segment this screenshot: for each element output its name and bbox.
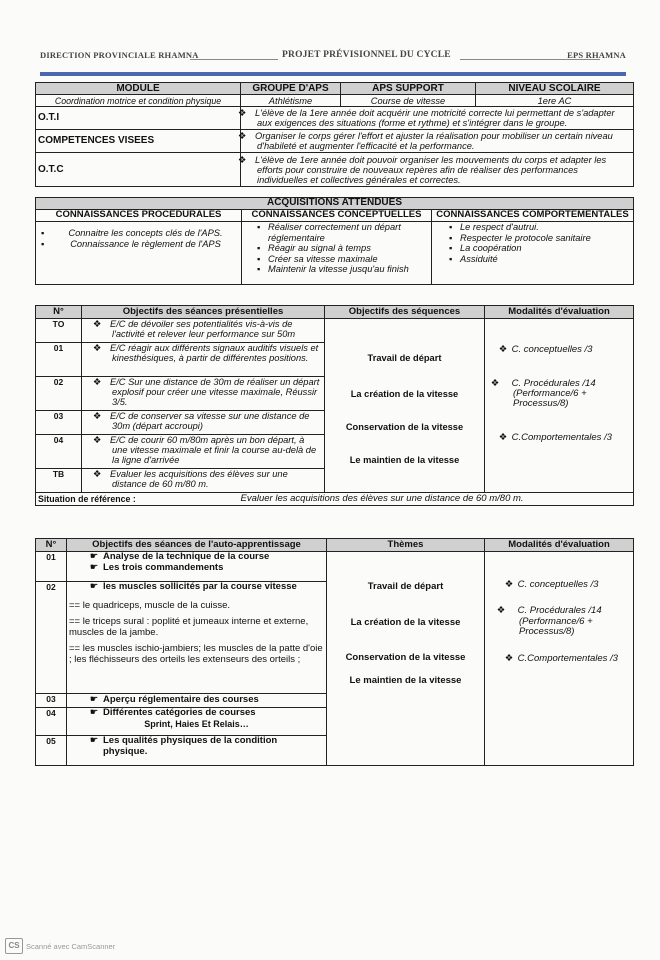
pointing-hand-icon: ☛ [89,707,99,718]
col-header: Objectifs des séances de l'auto-apprentissage [67,539,327,552]
competences-text: ❖ Organiser le corps gérer l'effort et ajuster la réalisation pour mobiliser un certain niveau d'habileté et augmenter l'efficacité et la performance. [241,130,634,153]
header-left: DIRECTION PROVINCIALE RHAMNA [40,50,199,60]
col-header: CONNAISSANCES PROCEDURALES [36,210,242,222]
session-number: TB [36,469,82,493]
muscle-item: == le quadriceps, muscle de la cuisse. [69,599,231,611]
themes-cell [327,552,485,766]
col-header: Objectifs des séances présentielles [82,306,325,319]
evaluation-item: ❖ C. Procédurales /14 (Performance/6 + Processus/8) [496,605,602,637]
col-header: GROUPE D'APS [241,83,341,95]
conceptuelles-cell [242,222,432,285]
pointing-hand-icon: ☛ [89,694,99,706]
reference-text: Evaluer les acquisitions des élèves sur une distance de 60 m/80 m. [325,493,634,506]
evaluation-item: ❖ C.Comportementales /3 [504,653,618,664]
diamond-bullet-icon: ❖ [92,319,102,329]
otc-text: ❖ L'élève de 1ere année doit pouvoir organiser les mouvements du corps et adapter les efforts pour construire de nouveaux repères afin de réaliser des performances individuelles et collectives générales et correctes. [241,153,634,187]
self-learning-table [35,538,634,766]
muscle-item: == le triceps sural : poplité et jumeaux interne et externe, muscles de la jambe. [69,616,309,638]
acquisitions-title: ACQUISITIONS ATTENDUES [36,198,634,210]
group-value: Athlétisme [241,95,341,107]
session-objective: ☛ Différentes catégories de courses Sprint, Haies Et Relais… [67,708,327,736]
session-number: 02 [36,582,67,694]
list-item: ▪ Réagir au signal à temps [268,243,429,254]
list-item: ▪ Maintenir la vitesse jusqu'au finish [268,264,429,275]
session-objective: ☛ Aperçu réglementaire des courses [67,694,327,708]
theme-item: Travail de départ [367,581,444,592]
sequences-cell [325,319,485,493]
list-item: ▪ Réaliser correctement un départ réglementaire [268,222,429,243]
scanner-watermark: Scanné avec CamScanner [26,942,116,951]
col-header: Modalités d'évaluation [485,539,634,552]
list-item: ▪ Le respect d'autrui. [460,222,631,233]
pointing-hand-icon: ☛ [89,551,99,562]
header-underline [190,59,278,60]
col-header: N° [36,539,67,552]
oti-label: O.T.I [36,107,241,130]
acquisitions-table [35,197,634,285]
session-number: 02 [36,377,82,411]
diamond-bullet-icon: ❖ [92,377,102,387]
session-objective: ❖ E/C de courir 60 m/80m après un bon départ, à une vitesse maximale et finir la course au-delà de la ligne d'arrivée [82,435,325,469]
header-title: PROJET PRÉVISIONNEL DU CYCLE [282,50,451,60]
header-right: EPS RHAMNA [567,50,626,60]
session-objective: ☛ Les qualités physiques de la condition physique. [67,736,327,766]
level-value: 1ere AC [476,95,634,107]
list-item: ▪ Respecter le protocole sanitaire [460,233,631,244]
oti-text: ❖ L'élève de la 1ere année doit acquérir une motricité correcte lui permettant de s'adapter aux exigences des situations (forme et rythme) et s'intégrer dans le groupe. [241,107,634,130]
col-header: Thèmes [327,539,485,552]
sequence-item: La création de la vitesse [350,389,459,399]
session-number: 01 [36,343,82,377]
diamond-bullet-icon: ❖ [92,343,102,353]
session-objective: ❖ Evaluer les acquisitions des élèves sur une distance de 60 m/80 m. [82,469,325,493]
evaluation-item: ❖ C.Comportementales /3 [498,432,612,443]
list-item: ▪ La coopération [460,243,631,254]
theme-item: La création de la vitesse [350,617,461,628]
col-header: MODULE [36,83,241,95]
diamond-bullet-icon: ❖ [237,154,247,165]
session-number: TO [36,319,82,343]
col-header: NIVEAU SCOLAIRE [476,83,634,95]
competences-label: COMPETENCES VISEES [36,130,241,153]
list-item: ▪ Assiduité [460,254,631,265]
muscle-item: == les muscles ischio-jambiers; les muscles de la patte d'oie ; les fléchisseurs des orteils les extenseurs des orteils ; [69,643,323,665]
evaluation-item: ❖ C. conceptuelles /3 [504,579,599,590]
diamond-bullet-icon: ❖ [498,344,508,355]
diamond-bullet-icon: ❖ [237,108,247,118]
diamond-bullet-icon: ❖ [237,131,247,141]
sessions-table [35,305,634,506]
session-objective: ❖ E/C réagir aux différents signaux auditifs visuels et kinesthésiques, à partir de différentes positions. [82,343,325,377]
diamond-bullet-icon: ❖ [496,605,506,616]
theme-item: Le maintien de la vitesse [349,675,462,686]
evaluation-item: ❖ C. conceptuelles /3 [498,344,593,355]
session-number: 04 [36,708,67,736]
evaluation-item: ❖ C. Procédurales /14 (Performance/6 + Processus/8) [490,378,596,409]
session-objective: ☛ les muscles sollicités par la course vitesse == le quadriceps, muscle de la cuisse. == le triceps sural : poplité et jumeaux interne et externe, muscles de la jambe. == les muscles ischio-jambiers; les muscles de la patte d'oie ; les fléchisseurs des orteils les extenseurs des orteils ; [67,582,327,694]
comportementales-cell [432,222,634,285]
header-bar [40,72,626,76]
otc-label: O.T.C [36,153,241,187]
course-categories: Sprint, Haies Et Relais… [144,718,249,729]
aps-value: Course de vitesse [341,95,476,107]
document-header [40,50,626,66]
module-table [35,82,634,187]
session-objective: ❖ E/C de conserver sa vitesse sur une distance de 30m (départ accroupi) [82,411,325,435]
evaluation-cell [485,319,634,493]
session-objective: ❖ E/C de dévoiler ses potentialités vis-à-vis de l'activité et relever leur performance sur 50m [82,319,325,343]
camscanner-logo: CS [5,938,23,954]
diamond-bullet-icon: ❖ [92,411,102,421]
col-header: Objectifs des séquences [325,306,485,319]
diamond-bullet-icon: ❖ [490,378,500,389]
session-number: 03 [36,411,82,435]
list-item: ▪ Connaissance le règlement de l'APS [52,239,239,250]
sequence-item: Travail de départ [367,353,442,363]
evaluation-cell [485,552,634,766]
diamond-bullet-icon: ❖ [504,653,514,664]
theme-item: Conservation de la vitesse [345,652,466,663]
session-number: 04 [36,435,82,469]
reference-label: Situation de référence : [36,493,325,506]
session-objective: ☛ Analyse de la technique de la course ☛ Les trois commandements [67,552,327,582]
col-header: Modalités d'évaluation [485,306,634,319]
sequence-item: Conservation de la vitesse [345,422,464,432]
module-value: Coordination motrice et condition physique [36,95,241,107]
session-number: 05 [36,736,67,766]
diamond-bullet-icon: ❖ [504,579,514,590]
col-header: APS SUPPORT [341,83,476,95]
col-header: N° [36,306,82,319]
diamond-bullet-icon: ❖ [498,432,508,443]
session-objective: ❖ E/C Sur une distance de 30m de réaliser un départ explosif pour créer une vitesse maximale, Réussir 3/5. [82,377,325,411]
list-item: ▪ Créer sa vitesse maximale [268,254,429,265]
diamond-bullet-icon: ❖ [92,435,102,445]
session-number: 01 [36,552,67,582]
procedurales-cell [36,222,242,285]
session-number: 03 [36,694,67,708]
pointing-hand-icon: ☛ [89,735,99,746]
sequence-item: Le maintien de la vitesse [349,455,460,465]
pointing-hand-icon: ☛ [89,581,99,592]
list-item: ▪ Connaitre les concepts clés de l'APS. [52,228,239,239]
pointing-hand-icon: ☛ [89,561,99,573]
col-header: CONNAISSANCES CONCEPTUELLES [242,210,432,222]
diamond-bullet-icon: ❖ [92,469,102,479]
col-header: CONNAISSANCES COMPORTEMENTALES [432,210,634,222]
